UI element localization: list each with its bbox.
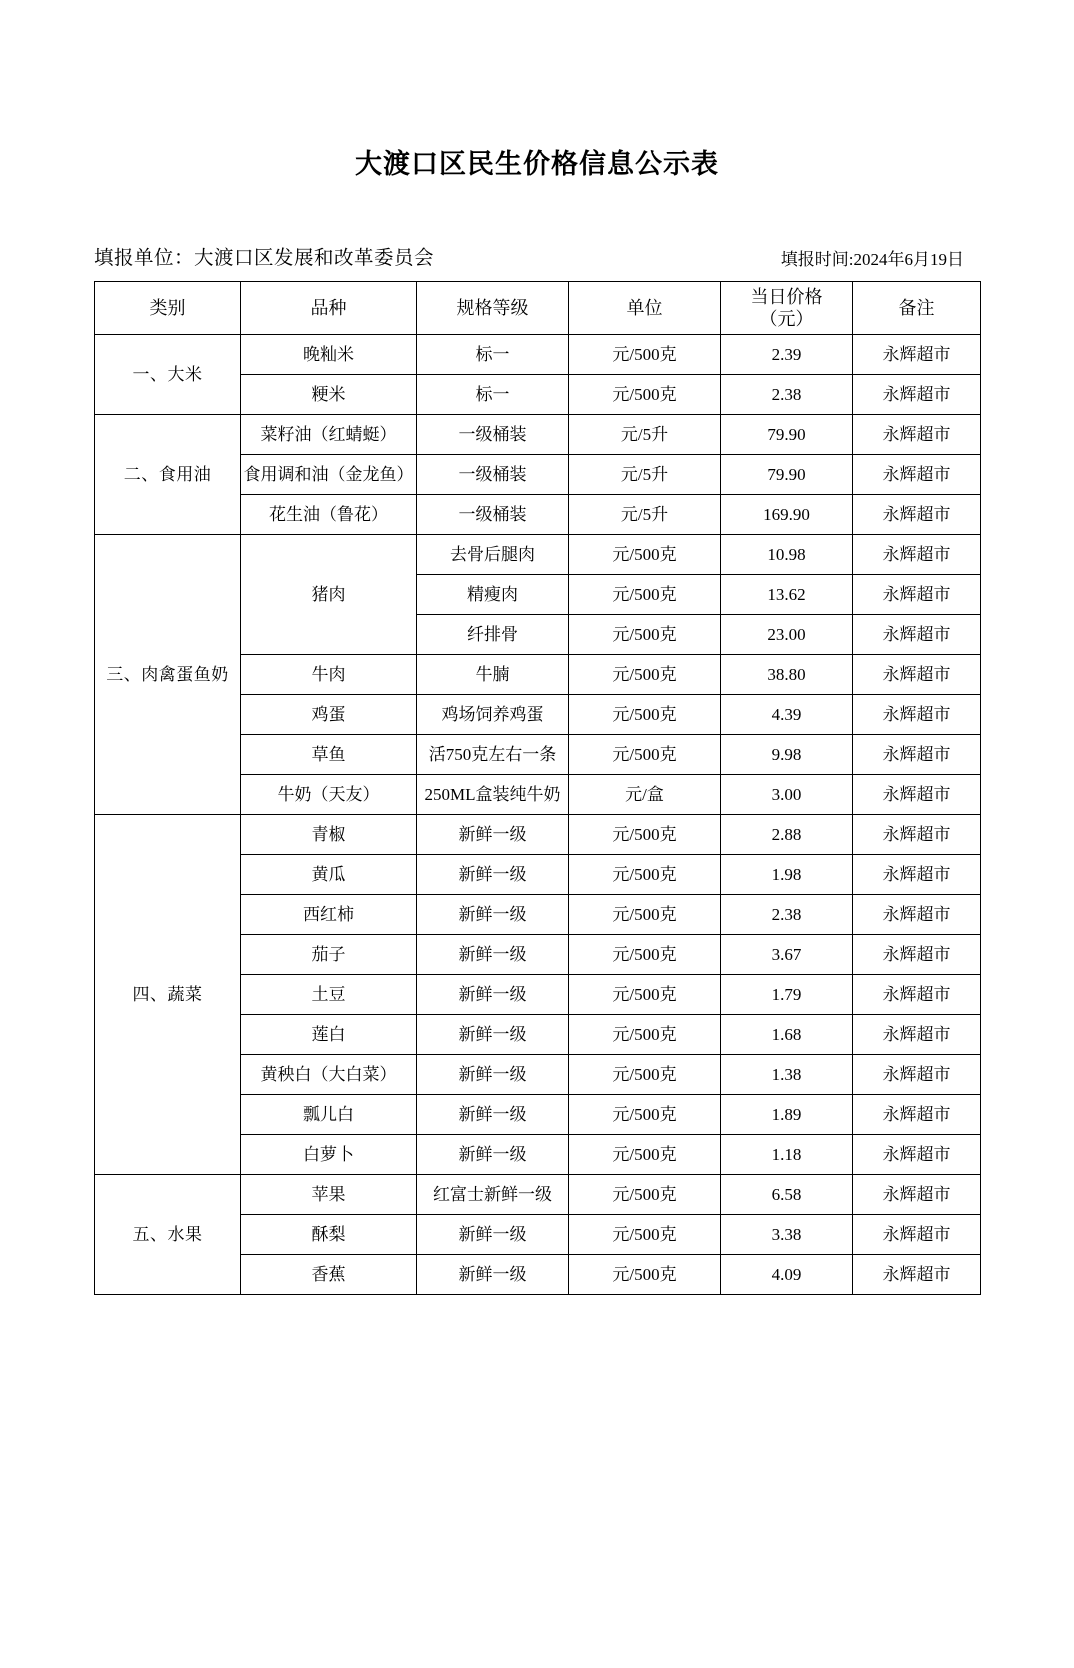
note-cell: 永辉超市 — [853, 1095, 981, 1135]
unit-cell: 元/500克 — [569, 1175, 721, 1215]
price-cell: 2.38 — [721, 895, 853, 935]
unit-cell: 元/500克 — [569, 895, 721, 935]
item-cell: 瓢儿白 — [241, 1095, 417, 1135]
note-cell: 永辉超市 — [853, 1255, 981, 1295]
item-cell: 茄子 — [241, 935, 417, 975]
spec-cell: 标一 — [417, 375, 569, 415]
item-cell: 晚籼米 — [241, 335, 417, 375]
price-cell: 4.39 — [721, 695, 853, 735]
header-price-line1: 当日价格 — [750, 286, 823, 307]
category-cell: 五、水果 — [95, 1175, 241, 1295]
price-cell: 1.98 — [721, 855, 853, 895]
item-cell: 土豆 — [241, 975, 417, 1015]
table-row — [95, 415, 981, 455]
note-cell: 永辉超市 — [853, 415, 981, 455]
spec-cell: 新鲜一级 — [417, 1135, 569, 1175]
unit-cell: 元/500克 — [569, 735, 721, 775]
header-note: 备注 — [853, 282, 981, 335]
item-cell: 苹果 — [241, 1175, 417, 1215]
spec-cell: 250ML盒装纯牛奶 — [417, 775, 569, 815]
note-cell: 永辉超市 — [853, 655, 981, 695]
spec-cell: 新鲜一级 — [417, 1095, 569, 1135]
note-cell: 永辉超市 — [853, 855, 981, 895]
price-cell: 79.90 — [721, 415, 853, 455]
note-cell: 永辉超市 — [853, 575, 981, 615]
price-cell: 1.79 — [721, 975, 853, 1015]
price-cell: 2.88 — [721, 815, 853, 855]
item-cell: 西红柿 — [241, 895, 417, 935]
item-cell: 白萝卜 — [241, 1135, 417, 1175]
price-cell: 1.38 — [721, 1055, 853, 1095]
note-cell: 永辉超市 — [853, 375, 981, 415]
spec-cell: 牛腩 — [417, 655, 569, 695]
item-cell: 粳米 — [241, 375, 417, 415]
price-cell: 3.67 — [721, 935, 853, 975]
unit-cell: 元/500克 — [569, 695, 721, 735]
price-cell: 1.68 — [721, 1015, 853, 1055]
note-cell: 永辉超市 — [853, 615, 981, 655]
category-cell: 二、食用油 — [95, 415, 241, 535]
unit-cell: 元/500克 — [569, 1215, 721, 1255]
unit-cell: 元/5升 — [569, 455, 721, 495]
document-meta — [94, 242, 980, 270]
spec-cell: 新鲜一级 — [417, 935, 569, 975]
table-row — [95, 1175, 981, 1215]
item-cell: 花生油（鲁花） — [241, 495, 417, 535]
note-cell: 永辉超市 — [853, 335, 981, 375]
price-cell: 2.38 — [721, 375, 853, 415]
price-cell: 23.00 — [721, 615, 853, 655]
price-cell: 9.98 — [721, 735, 853, 775]
price-cell: 13.62 — [721, 575, 853, 615]
spec-cell: 一级桶装 — [417, 415, 569, 455]
price-cell: 1.18 — [721, 1135, 853, 1175]
spec-cell: 标一 — [417, 335, 569, 375]
price-cell: 79.90 — [721, 455, 853, 495]
item-cell: 黄秧白（大白菜） — [241, 1055, 417, 1095]
note-cell: 永辉超市 — [853, 1215, 981, 1255]
note-cell: 永辉超市 — [853, 535, 981, 575]
note-cell: 永辉超市 — [853, 695, 981, 735]
table-header — [95, 282, 981, 335]
spec-cell: 去骨后腿肉 — [417, 535, 569, 575]
price-cell: 4.09 — [721, 1255, 853, 1295]
table-header-row — [95, 282, 981, 335]
unit-cell: 元/500克 — [569, 1015, 721, 1055]
unit-cell: 元/500克 — [569, 575, 721, 615]
spec-cell: 新鲜一级 — [417, 895, 569, 935]
spec-cell: 红富士新鲜一级 — [417, 1175, 569, 1215]
unit-cell: 元/500克 — [569, 1135, 721, 1175]
unit-cell: 元/500克 — [569, 615, 721, 655]
unit-cell: 元/500克 — [569, 815, 721, 855]
filed-time-label: 填报时间:2024年6月19日 — [780, 250, 964, 270]
item-cell: 草鱼 — [241, 735, 417, 775]
table-row — [95, 815, 981, 855]
spec-cell: 新鲜一级 — [417, 855, 569, 895]
price-cell: 169.90 — [721, 495, 853, 535]
item-cell: 牛肉 — [241, 655, 417, 695]
note-cell: 永辉超市 — [853, 975, 981, 1015]
header-price — [721, 282, 853, 335]
item-cell: 酥梨 — [241, 1215, 417, 1255]
unit-cell: 元/5升 — [569, 415, 721, 455]
table-row — [95, 535, 981, 575]
note-cell: 永辉超市 — [853, 1175, 981, 1215]
note-cell: 永辉超市 — [853, 1135, 981, 1175]
unit-cell: 元/500克 — [569, 655, 721, 695]
category-cell: 四、蔬菜 — [95, 815, 241, 1175]
unit-cell: 元/500克 — [569, 1255, 721, 1295]
unit-cell: 元/500克 — [569, 855, 721, 895]
spec-cell: 鸡场饲养鸡蛋 — [417, 695, 569, 735]
note-cell: 永辉超市 — [853, 815, 981, 855]
spec-cell: 新鲜一级 — [417, 1015, 569, 1055]
category-cell: 一、大米 — [95, 335, 241, 415]
item-cell: 香蕉 — [241, 1255, 417, 1295]
price-cell: 38.80 — [721, 655, 853, 695]
header-spec: 规格等级 — [417, 282, 569, 335]
item-cell: 鸡蛋 — [241, 695, 417, 735]
spec-cell: 精瘦肉 — [417, 575, 569, 615]
spec-cell: 活750克左右一条 — [417, 735, 569, 775]
price-cell: 2.39 — [721, 335, 853, 375]
price-cell: 3.00 — [721, 775, 853, 815]
document-page — [0, 148, 1074, 1668]
spec-cell: 新鲜一级 — [417, 1055, 569, 1095]
filed-by-label: 填报单位：大渡口区发展和改革委员会 — [94, 248, 435, 270]
note-cell: 永辉超市 — [853, 935, 981, 975]
item-cell: 菜籽油（红蜻蜓） — [241, 415, 417, 455]
spec-cell: 新鲜一级 — [417, 1255, 569, 1295]
header-price-line2: （元） — [759, 309, 814, 330]
unit-cell: 元/500克 — [569, 1095, 721, 1135]
price-cell: 10.98 — [721, 535, 853, 575]
spec-cell: 一级桶装 — [417, 495, 569, 535]
spec-cell: 新鲜一级 — [417, 815, 569, 855]
table-row — [95, 335, 981, 375]
spec-cell: 纤排骨 — [417, 615, 569, 655]
note-cell: 永辉超市 — [853, 1015, 981, 1055]
table-body — [95, 335, 981, 1295]
note-cell: 永辉超市 — [853, 455, 981, 495]
spec-cell: 新鲜一级 — [417, 1215, 569, 1255]
note-cell: 永辉超市 — [853, 735, 981, 775]
unit-cell: 元/500克 — [569, 535, 721, 575]
note-cell: 永辉超市 — [853, 775, 981, 815]
spec-cell: 新鲜一级 — [417, 975, 569, 1015]
unit-cell: 元/5升 — [569, 495, 721, 535]
price-cell: 1.89 — [721, 1095, 853, 1135]
header-category: 类别 — [95, 282, 241, 335]
category-cell: 三、肉禽蛋鱼奶 — [95, 535, 241, 815]
note-cell: 永辉超市 — [853, 895, 981, 935]
header-unit: 单位 — [569, 282, 721, 335]
item-cell: 青椒 — [241, 815, 417, 855]
spec-cell: 一级桶装 — [417, 455, 569, 495]
price-table — [94, 281, 981, 1295]
note-cell: 永辉超市 — [853, 1055, 981, 1095]
price-cell: 3.38 — [721, 1215, 853, 1255]
unit-cell: 元/盒 — [569, 775, 721, 815]
unit-cell: 元/500克 — [569, 1055, 721, 1095]
item-cell: 黄瓜 — [241, 855, 417, 895]
unit-cell: 元/500克 — [569, 375, 721, 415]
page-title: 大渡口区民生价格信息公示表 — [355, 149, 719, 179]
item-cell: 莲白 — [241, 1015, 417, 1055]
item-cell: 牛奶（天友） — [241, 775, 417, 815]
header-item: 品种 — [241, 282, 417, 335]
unit-cell: 元/500克 — [569, 335, 721, 375]
item-cell: 食用调和油（金龙鱼） — [241, 455, 417, 495]
unit-cell: 元/500克 — [569, 975, 721, 1015]
unit-cell: 元/500克 — [569, 935, 721, 975]
note-cell: 永辉超市 — [853, 495, 981, 535]
price-cell: 6.58 — [721, 1175, 853, 1215]
item-cell: 猪肉 — [241, 535, 417, 655]
